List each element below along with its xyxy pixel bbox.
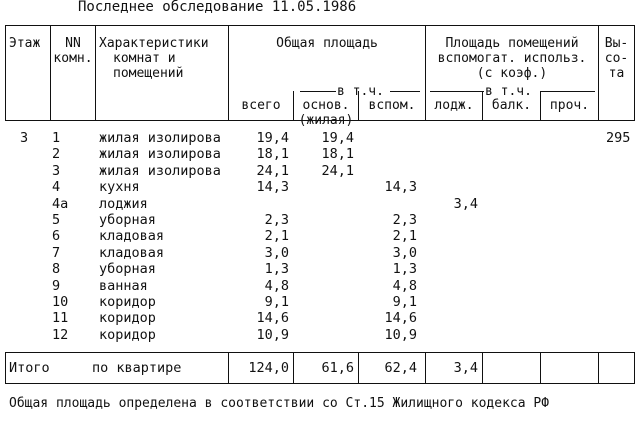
row-room-name: жилая изолирова xyxy=(99,130,221,146)
totals-right-border xyxy=(634,352,635,384)
row-aux-area: 10,9 xyxy=(384,326,417,343)
header-floor: Этаж xyxy=(9,36,41,51)
row-aux-area: 14,3 xyxy=(384,179,417,196)
row-aux-area: 2,1 xyxy=(392,228,417,245)
col-divider xyxy=(598,352,599,384)
row-room-name: коридор xyxy=(99,294,156,310)
header-aux: вспом. xyxy=(368,98,416,113)
header-aux-area-3: (с коэф.) xyxy=(476,66,548,81)
row-room-no: 4 xyxy=(52,179,61,196)
row-room-no: 7 xyxy=(52,244,61,261)
row-room-no: 8 xyxy=(52,261,61,278)
row-total-area: 24,1 xyxy=(256,162,289,179)
col-divider xyxy=(482,352,483,384)
row-main-area: 24,1 xyxy=(321,162,354,179)
row-room-name: жилая изолирова xyxy=(99,146,221,163)
row-total-area: 9,1 xyxy=(264,294,289,310)
row-room-no: 6 xyxy=(52,228,61,245)
row-total-area: 10,9 xyxy=(256,326,289,343)
header-characteristics-2: комнат и xyxy=(113,51,176,66)
row-total-area: 2,3 xyxy=(264,212,289,228)
totals-left-border xyxy=(5,352,6,384)
row-room-no: 11 xyxy=(52,310,69,327)
col-divider xyxy=(95,25,96,121)
incl2-bracket-right xyxy=(540,91,595,92)
row-total-area: 4,8 xyxy=(264,277,289,294)
row-total-area: 14,6 xyxy=(256,310,289,327)
row-total-area: 3,0 xyxy=(264,244,289,261)
table-top-border xyxy=(5,25,635,26)
row-room-no: 12 xyxy=(52,326,69,343)
row-total-area: 18,1 xyxy=(256,146,289,163)
header-main-1: основ. xyxy=(302,98,350,113)
row-aux-area: 4,8 xyxy=(392,277,417,294)
header-incl2: в т.ч. xyxy=(485,84,532,99)
col-divider xyxy=(50,25,51,121)
header-other: проч. xyxy=(549,98,590,113)
footer-note: Общая площадь определена в соответствии со Ст.15 Жилищного кодекса РФ xyxy=(9,396,550,411)
row-loggia-area: 3,4 xyxy=(453,195,478,212)
incl2-bracket-left xyxy=(430,91,484,92)
row-room-name: коридор xyxy=(99,310,156,327)
header-characteristics-1: Характеристики xyxy=(99,36,209,51)
header-characteristics-3: помещений xyxy=(113,66,184,81)
totals-main: 61,6 xyxy=(321,360,354,376)
row-room-name: уборная xyxy=(99,212,156,228)
row-room-no: 2 xyxy=(52,146,61,163)
header-main-2: (жилая) xyxy=(298,113,354,128)
row-room-no: 1 xyxy=(52,130,61,146)
header-loggia: лодж. xyxy=(434,98,474,113)
row-room-name: коридор xyxy=(99,326,156,343)
row-total-area: 14,3 xyxy=(256,179,289,196)
row-total-area: 2,1 xyxy=(264,228,289,245)
row-main-area: 18,1 xyxy=(321,146,354,163)
totals-label: Итого xyxy=(9,360,50,376)
row-main-area: 19,4 xyxy=(321,130,354,146)
header-height-3: та xyxy=(608,66,625,81)
row-room-name: кладовая xyxy=(99,228,165,245)
row-aux-area: 2,3 xyxy=(392,212,417,228)
row-total-area: 19,4 xyxy=(256,130,289,146)
header-aux-area-2: вспомогат. использ. xyxy=(437,51,587,66)
row-room-name: уборная xyxy=(99,261,156,278)
col-divider xyxy=(540,352,541,384)
incl-bracket-right xyxy=(390,91,420,92)
header-room-no-1: NN xyxy=(65,36,81,51)
totals-scope: по квартире xyxy=(92,360,182,376)
header-height-1: Вы- xyxy=(604,36,629,51)
height-value: 295 xyxy=(606,130,631,146)
row-aux-area: 9,1 xyxy=(392,294,417,310)
totals-aux: 62,4 xyxy=(384,360,417,376)
row-room-no: 4а xyxy=(52,195,69,212)
row-room-name: жилая изолирова xyxy=(99,162,221,179)
header-aux-area-1: Площадь помещений xyxy=(445,36,579,51)
header-balcony: балк. xyxy=(491,98,532,113)
row-room-name: лоджия xyxy=(99,195,148,212)
floor-value: 3 xyxy=(20,130,29,146)
survey-title: Последнее обследование 11.05.1986 xyxy=(78,0,357,15)
row-room-name: ванная xyxy=(99,277,148,294)
row-aux-area: 3,0 xyxy=(392,244,417,261)
header-room-no-2: комн. xyxy=(53,51,93,66)
row-room-no: 3 xyxy=(52,162,61,179)
header-incl: в т.ч. xyxy=(337,84,384,99)
row-room-no: 5 xyxy=(52,212,61,228)
row-total-area: 1,3 xyxy=(264,261,289,278)
incl-bracket-left xyxy=(300,91,336,92)
row-room-name: кладовая xyxy=(99,244,165,261)
totals-loggia: 3,4 xyxy=(453,360,478,376)
header-total: всего xyxy=(241,98,281,113)
header-height-2: со- xyxy=(604,51,629,66)
row-room-no: 10 xyxy=(52,294,69,310)
header-total-area: Общая площадь xyxy=(276,36,378,51)
totals-total: 124,0 xyxy=(248,360,289,376)
row-room-name: кухня xyxy=(99,179,140,196)
table-left-border xyxy=(5,25,6,121)
table-right-border xyxy=(634,25,635,121)
row-room-no: 9 xyxy=(52,277,61,294)
row-aux-area: 14,6 xyxy=(384,310,417,327)
row-aux-area: 1,3 xyxy=(392,261,417,278)
